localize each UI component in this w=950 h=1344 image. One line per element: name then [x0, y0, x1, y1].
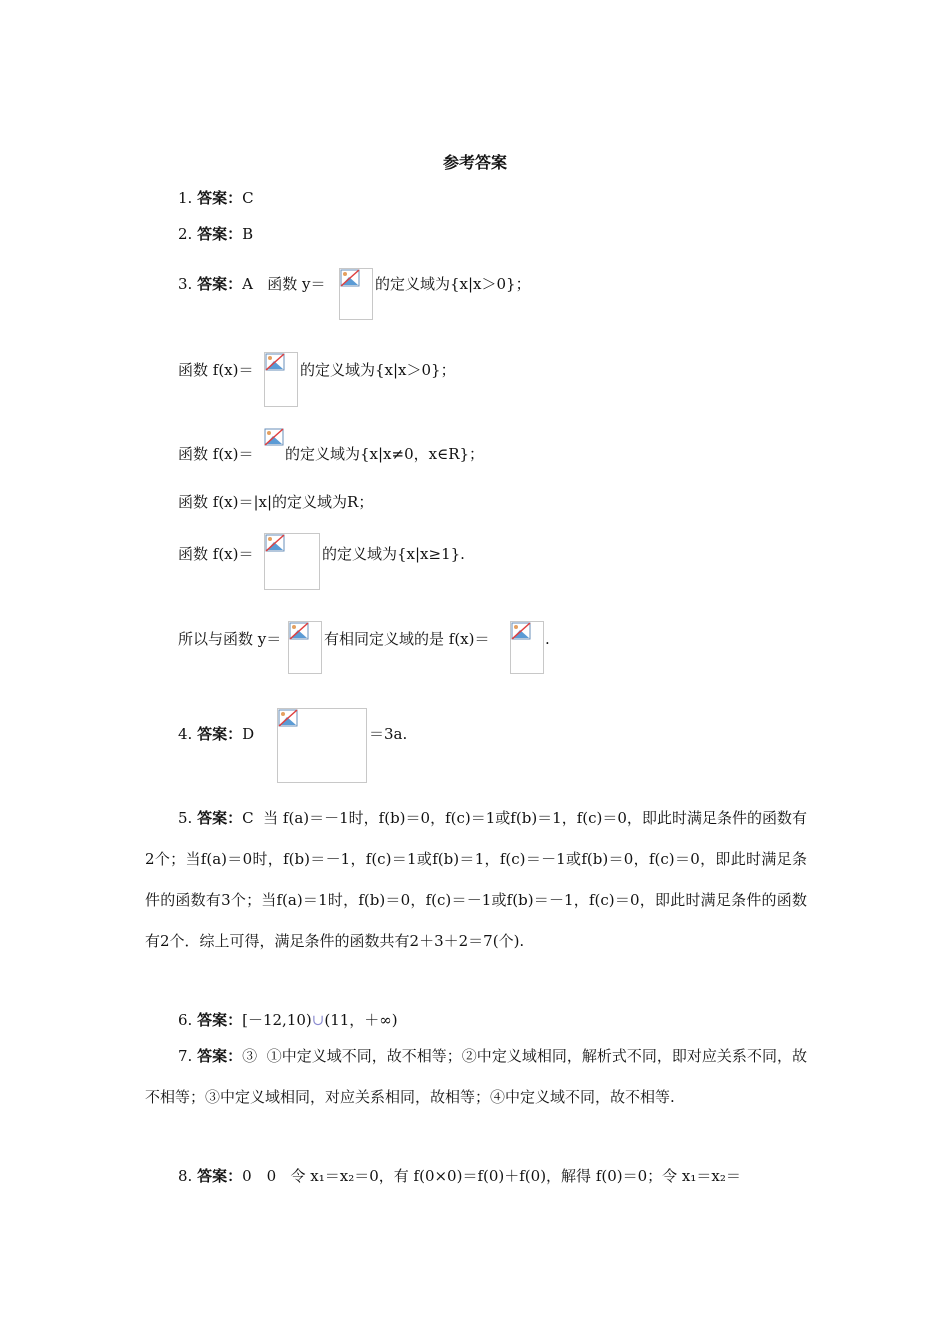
text-segment: 函数 f(x)＝|x|的定义域为R；	[178, 493, 374, 511]
answer-value: [－12,10)	[242, 1011, 312, 1029]
union-symbol: ∪	[311, 1011, 325, 1029]
item-number: 1.	[178, 189, 193, 207]
answer-label: 答案：	[197, 189, 243, 207]
formula-image	[339, 268, 373, 320]
page-title: 参考答案	[442, 153, 507, 172]
answer-7	[145, 1036, 807, 1118]
explanation-text: ①中定义域不同，故不相等；②中定义域相同，解析式不同，即对应关系不同，故不相等；③中定义域相同，对应关系相同，故相等；④中定义域不同，故不相等.	[145, 1047, 807, 1106]
explanation-text: 令 x₁＝x₂＝0，有 f(0×0)＝f(0)＋f(0)，解得 f(0)＝0；令 x₁＝x₂＝	[290, 1167, 741, 1185]
answer-6	[178, 1010, 398, 1030]
text-segment: 函数 f(x)＝	[178, 361, 254, 379]
broken-image-icon	[511, 622, 531, 640]
formula-image	[277, 708, 367, 783]
answer-value: A	[242, 275, 253, 293]
answer-label: 答案：	[197, 275, 243, 293]
text-segment: 的定义域为{x|x≠0，x∈R}；	[285, 445, 485, 463]
text-segment: 所以与函数 y＝	[178, 630, 282, 648]
answer-4	[178, 724, 254, 744]
item-number: 8.	[178, 1167, 193, 1185]
item-number: 6.	[178, 1011, 193, 1029]
formula-image	[264, 533, 320, 590]
answer-value: B	[242, 225, 254, 243]
formula-image	[510, 621, 544, 674]
answer-value: C	[242, 189, 254, 207]
text-segment: 有相同定义域的是 f(x)＝	[324, 630, 490, 648]
item-number: 7.	[178, 1047, 193, 1065]
answer-label: 答案：	[197, 1167, 243, 1185]
answer-3-line-1	[178, 274, 326, 294]
broken-image-icon	[265, 353, 285, 371]
answer-label: 答案：	[197, 809, 243, 827]
explanation-text: 当 f(a)＝－1时，f(b)＝0，f(c)＝1或f(b)＝1，f(c)＝0，即此时满足条件的函数有2个；当f(a)＝0时，f(b)＝－1，f(c)＝1或f(b)＝1，f(c)＝－1或f(b)＝0，f(c)＝0，即此时满足条件的函数有3个；当f(a)＝1时，f(b)＝0，f(c)＝－1或f(b)＝－1，f(c)＝0，即此时满足条件的函数有2个．综上可得，满足条件的函数共有2＋3＋2＝7(个).	[145, 809, 807, 950]
item-number: 4.	[178, 725, 193, 743]
broken-image-icon	[340, 269, 360, 287]
text-segment: ＝3a.	[369, 725, 408, 743]
answer-5	[145, 798, 807, 962]
broken-image-icon	[289, 622, 309, 640]
answer-label: 答案：	[197, 225, 243, 243]
text-segment: 的定义域为{x|x＞0}；	[300, 361, 456, 379]
answer-2	[178, 224, 253, 244]
item-number: 3.	[178, 275, 193, 293]
answer-label: 答案：	[197, 725, 243, 743]
answer-8	[178, 1166, 741, 1186]
text-segment: 的定义域为{x|x≥1}.	[322, 545, 465, 563]
answer-value: 0 0	[242, 1167, 277, 1185]
text-segment: 函数 f(x)＝	[178, 445, 254, 463]
formula-image	[264, 352, 298, 407]
formula-image	[288, 621, 322, 674]
answer-value: D	[242, 725, 255, 743]
broken-image-icon	[278, 709, 298, 727]
text-segment: .	[545, 630, 550, 648]
answer-label: 答案：	[197, 1047, 243, 1065]
broken-image-icon	[265, 534, 285, 552]
item-number: 5.	[178, 809, 193, 827]
broken-image-icon	[264, 428, 284, 446]
formula-image	[264, 428, 284, 454]
answer-value: C	[242, 809, 254, 827]
answer-value: ③	[242, 1047, 258, 1065]
answer-value: (11，＋∞)	[324, 1011, 398, 1029]
answer-1	[178, 188, 254, 208]
text-segment: 的定义域为{x|x＞0}；	[375, 275, 531, 293]
text-segment: 函数 f(x)＝	[178, 545, 254, 563]
answer-label: 答案：	[197, 1011, 243, 1029]
text-segment: 函数 y＝	[267, 275, 326, 293]
item-number: 2.	[178, 225, 193, 243]
